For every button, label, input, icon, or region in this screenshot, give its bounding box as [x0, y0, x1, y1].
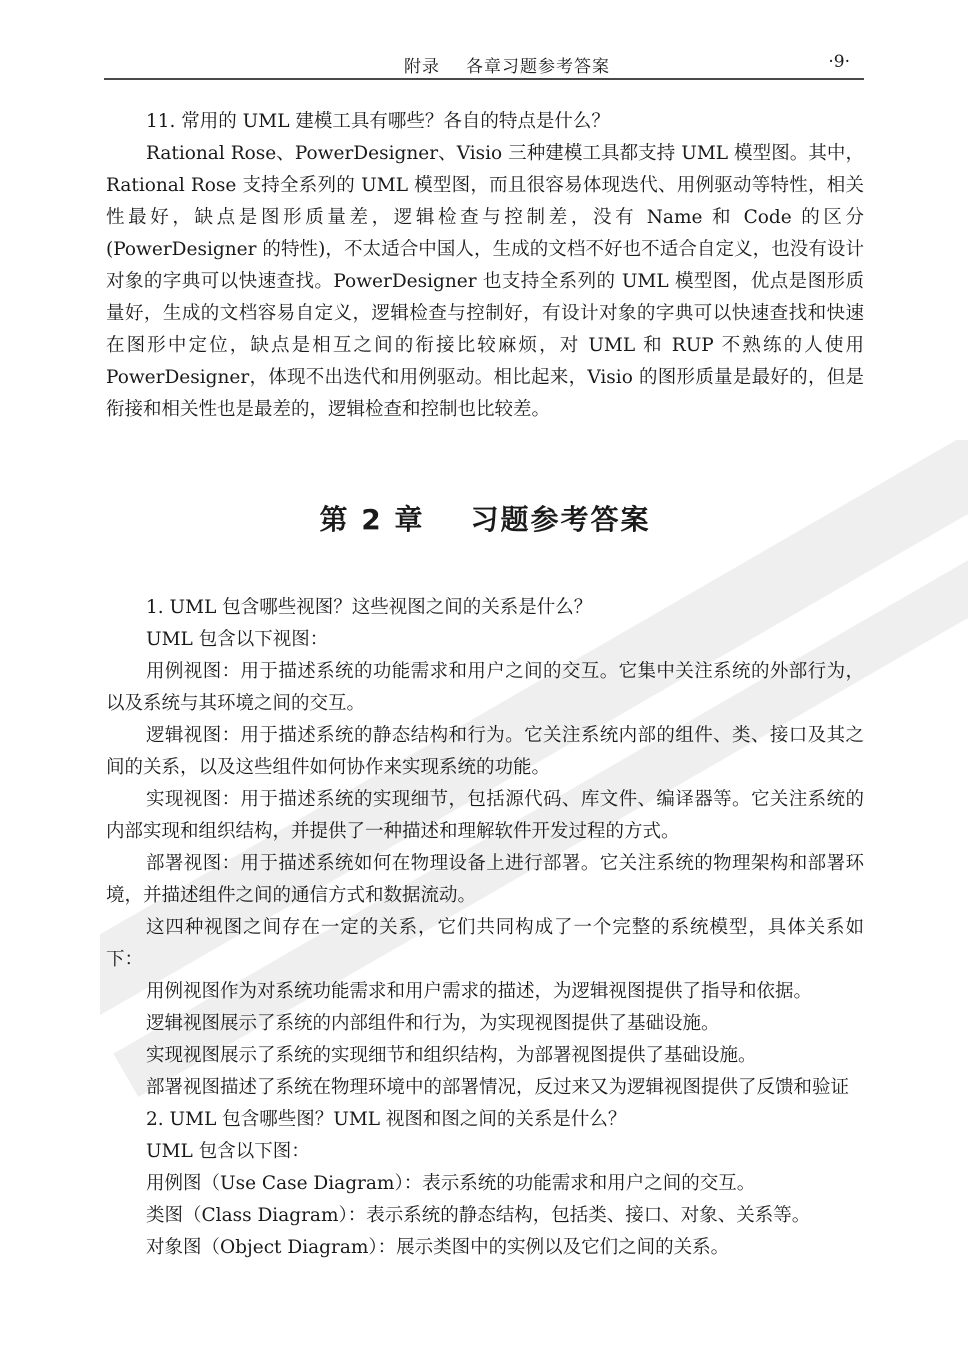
- question-1: 1. UML 包含哪些视图？这些视图之间的关系是什么？: [146, 597, 593, 618]
- header-section: 附录: [404, 57, 440, 77]
- answer-2-intro: UML 包含以下图：: [146, 1141, 310, 1162]
- answer-1-intro: UML 包含以下视图：: [146, 629, 329, 650]
- implementation-view-paragraph: 实现视图：用于描述系统的实现细节，包括源代码、库文件、编译器等。它关注系统的内部实现和组织结构，并提供了一种描述和理解软件开发过程的方式。: [106, 789, 864, 842]
- question-11: 11. 常用的 UML 建模工具有哪些？各自的特点是什么？: [146, 111, 610, 132]
- running-header: [104, 52, 864, 78]
- answer-11: Rational Rose、PowerDesigner、Visio 三种建模工具都支持 UML 模型图。其中，Rational Rose 支持全系列的 UML 模型图，而且很容易体现迭代、用例驱动等特性，相关性最好，缺点是图形质量差，逻辑检查与控制差，没有 Name 和 Code 的区分(PowerDesigner 的特性)，不太适合中国人，生成的文档不好也不适合自定义，也没有设计对象的字典可以快速查找。PowerDesigner 也支持全系列的 UML 模型图，优点是图形质量好，生成的文档容易自定义，逻辑检查与控制好，有设计对象的字典可以快速查找和快速在图形中定位，缺点是相互之间的衔接比较麻烦，对 UML 和 RUP 不熟练的人使用 PowerDesigner，体现不出迭代和用例驱动。相比起来，Visio 的图形质量是最好的，但是衔接和相关性也是最差的，逻辑检查和控制也比较差。: [106, 143, 864, 420]
- chapter-title: 习题参考答案: [470, 503, 651, 536]
- relation-intro-paragraph: 这四种视图之间存在一定的关系，它们共同构成了一个完整的系统模型，具体关系如下：: [106, 917, 864, 970]
- chapter-heading: [106, 498, 864, 538]
- use-case-diagram-paragraph: 用例图（Use Case Diagram）：表示系统的功能需求和用户之间的交互。: [146, 1173, 756, 1194]
- relation-paragraph-1: 用例视图作为对系统功能需求和用户需求的描述，为逻辑视图提供了指导和依据。: [146, 981, 813, 1002]
- logical-view-paragraph: 逻辑视图：用于描述系统的静态结构和行为。它关注系统内部的组件、类、接口及其之间的关系，以及这些组件如何协作来实现系统的功能。: [106, 725, 864, 778]
- page-body: [106, 106, 864, 1264]
- class-diagram-paragraph: 类图（Class Diagram）：表示系统的静态结构，包括类、接口、对象、关系等。: [146, 1205, 811, 1226]
- object-diagram-paragraph: 对象图（Object Diagram）：展示类图中的实例以及它们之间的关系。: [146, 1237, 730, 1258]
- relation-paragraph-3: 实现视图展示了系统的实现细节和组织结构，为部署视图提供了基础设施。: [146, 1045, 757, 1066]
- page-number: ·9·: [828, 52, 850, 72]
- deployment-view-paragraph: 部署视图：用于描述系统如何在物理设备上进行部署。它关注系统的物理架构和部署环境，并描述组件之间的通信方式和数据流动。: [106, 853, 864, 906]
- question-2: 2. UML 包含哪些图？UML 视图和图之间的关系是什么？: [146, 1109, 627, 1130]
- header-chapter-title: 各章习题参考答案: [466, 57, 610, 77]
- chapter-number: 第 2 章: [319, 503, 425, 536]
- relation-paragraph-2: 逻辑视图展示了系统的内部组件和行为，为实现视图提供了基础设施。: [146, 1013, 720, 1034]
- use-case-view-paragraph: 用例视图：用于描述系统的功能需求和用户之间的交互。它集中关注系统的外部行为，以及系统与其环境之间的交互。: [106, 661, 864, 714]
- header-title: [404, 52, 610, 77]
- header-rule: [104, 78, 864, 80]
- relation-paragraph-4: 部署视图描述了系统在物理环境中的部署情况，反过来又为逻辑视图提供了反馈和验证: [146, 1077, 850, 1098]
